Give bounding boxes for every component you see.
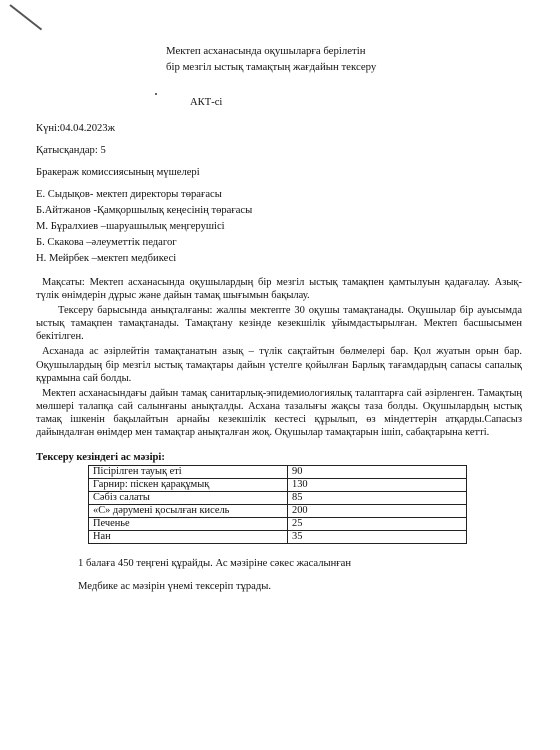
cost-line: 1 балаға 450 теңгені құрайды. Ас мәзіріне сәкес жасалынған (78, 558, 352, 569)
menu-item-qty: 200 (288, 505, 467, 518)
finding-paragraph-2: Асханада ас әзірлейтін тамақтанатын азық – түлік сақтайтын бөлмелері бар. Қол жуатын орын бар. Оқушылардың бір мезгіл ыстық тамақтары дайын үстелге қойылған Барлық тағамдардың сапасы сапалық құрамына сай болды. (36, 346, 522, 384)
menu-item-qty: 90 (288, 466, 467, 479)
table-row (89, 505, 467, 518)
title-line-2: бір мезгіл ыстық тамақтың жағдайын тексеру (166, 61, 377, 73)
member-5: Н. Мейрбек –мектеп медбикесі (36, 253, 177, 264)
purpose-paragraph: Мақсаты: Мектеп асханасында оқушылардың бір мезгіл ыстық тамақпен қамтылуын қадағалау. Азық- түлік өнімдерін дұрыс және дайын тамақ шығымын бақылау. (36, 277, 522, 302)
commission-title: Бракераж комиссиясының мүшелері (36, 167, 200, 178)
menu-heading: Тексеру кезіндегі ас мәзірі: (36, 452, 165, 463)
menu-item-qty: 130 (288, 479, 467, 492)
nurse-line: Медбике ас мәзірін үнемі тексеріп тұрады. (78, 581, 272, 592)
menu-item-name: Нан (89, 531, 288, 544)
finding-paragraph-3: Мектеп асханасындағы дайын тамақ санитарлық-эпидемиологиялық талаптарға сай әзірленген. Тамақтың мөлшері талапқа сай салынғаны анықталды. Асхана тазалығы жақсы таза болды. Оқушылардың ыстық тамақ ішкенін бақылайтын арнайы кезекшілік кестесі құрылып, өз міндеттерін атқарды.Сапасыз дайындалған өнімдер мен тамақтар анықталған жоқ. Оқушылар тамақтарын ішіп, сабақтарына кетті. (36, 387, 522, 439)
table-row (89, 518, 467, 531)
member-3: М. Бұралхиев –шаруашылық меңгерушісі (36, 221, 225, 232)
member-1: Е. Сыдықов- мектеп директоры төрағасы (36, 189, 222, 200)
menu-item-name: Гарнир: піскен қарақұмық (89, 479, 288, 492)
scan-mark (9, 4, 42, 30)
menu-item-name: Сәбіз салаты (89, 492, 288, 505)
document-type: АКТ-сі (190, 97, 223, 108)
menu-item-name: Печенье (89, 518, 288, 531)
member-4: Б. Скакова –әлеуметтік педагог (36, 237, 177, 248)
menu-table (88, 465, 467, 544)
date-line: Күні:04.04.2023ж (36, 123, 115, 134)
title-line-1: Мектеп асханасында оқушыларға берілетін (166, 45, 366, 57)
menu-item-qty: 25 (288, 518, 467, 531)
table-row (89, 531, 467, 544)
scan-dot (155, 93, 157, 95)
menu-item-qty: 35 (288, 531, 467, 544)
member-2: Б.Айтжанов -Қамқоршылық кеңесінің төрағасы (36, 205, 253, 216)
menu-item-qty: 85 (288, 492, 467, 505)
finding-paragraph-1: Тексеру барысында анықталғаны: жалпы мектепте 30 оқушы тамақтанады. Оқушылар бір ауысымда ыстық тамақпен тамақтанады. Тамақтану кезінде кезекшілік ұйымдастырылған. Мектеп басшысымен бекітілген. (36, 305, 522, 343)
table-row (89, 479, 467, 492)
menu-item-name: «С» дәрумені қосылған кисель (89, 505, 288, 518)
participants-line: Қатысқандар: 5 (36, 145, 106, 156)
table-row (89, 466, 467, 479)
menu-item-name: Пісірілген тауық еті (89, 466, 288, 479)
report-body (36, 276, 522, 439)
table-row (89, 492, 467, 505)
